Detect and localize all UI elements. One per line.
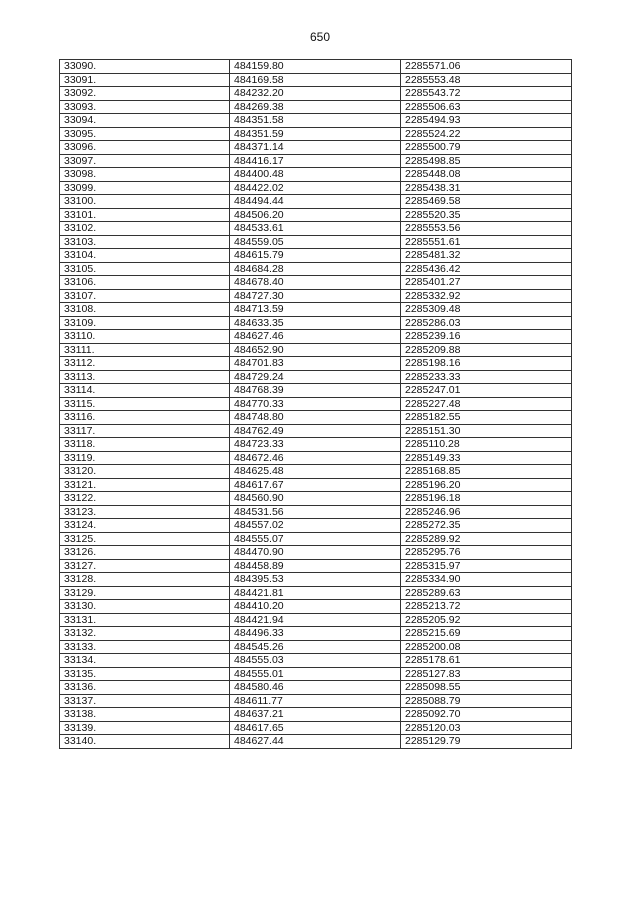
point-id-cell: 33099. <box>60 181 230 195</box>
x-coordinate-cell: 484768.39 <box>230 384 401 398</box>
table-row <box>60 519 572 533</box>
y-coordinate-cell: 2285498.85 <box>401 154 572 168</box>
point-id-cell: 33121. <box>60 478 230 492</box>
x-coordinate-cell: 484627.44 <box>230 735 401 749</box>
point-id-cell: 33098. <box>60 168 230 182</box>
y-coordinate-cell: 2285506.63 <box>401 100 572 114</box>
y-coordinate-cell: 2285571.06 <box>401 60 572 74</box>
point-id-cell: 33095. <box>60 127 230 141</box>
point-id-cell: 33132. <box>60 627 230 641</box>
x-coordinate-cell: 484555.07 <box>230 532 401 546</box>
point-id-cell: 33131. <box>60 613 230 627</box>
x-coordinate-cell: 484458.89 <box>230 559 401 573</box>
point-id-cell: 33135. <box>60 667 230 681</box>
table-row <box>60 154 572 168</box>
point-id-cell: 33136. <box>60 681 230 695</box>
y-coordinate-cell: 2285127.83 <box>401 667 572 681</box>
point-id-cell: 33103. <box>60 235 230 249</box>
y-coordinate-cell: 2285524.22 <box>401 127 572 141</box>
point-id-cell: 33127. <box>60 559 230 573</box>
y-coordinate-cell: 2285438.31 <box>401 181 572 195</box>
x-coordinate-cell: 484560.90 <box>230 492 401 506</box>
x-coordinate-cell: 484159.80 <box>230 60 401 74</box>
table-row <box>60 438 572 452</box>
point-id-cell: 33123. <box>60 505 230 519</box>
point-id-cell: 33110. <box>60 330 230 344</box>
x-coordinate-cell: 484684.28 <box>230 262 401 276</box>
table-row <box>60 721 572 735</box>
point-id-cell: 33111. <box>60 343 230 357</box>
table-row <box>60 667 572 681</box>
point-id-cell: 33125. <box>60 532 230 546</box>
y-coordinate-cell: 2285289.92 <box>401 532 572 546</box>
x-coordinate-cell: 484625.48 <box>230 465 401 479</box>
y-coordinate-cell: 2285168.85 <box>401 465 572 479</box>
table-row <box>60 654 572 668</box>
y-coordinate-cell: 2285295.76 <box>401 546 572 560</box>
point-id-cell: 33116. <box>60 411 230 425</box>
point-id-cell: 33100. <box>60 195 230 209</box>
x-coordinate-cell: 484729.24 <box>230 370 401 384</box>
y-coordinate-cell: 2285209.88 <box>401 343 572 357</box>
x-coordinate-cell: 484371.14 <box>230 141 401 155</box>
point-id-cell: 33113. <box>60 370 230 384</box>
table-row <box>60 289 572 303</box>
table-row <box>60 222 572 236</box>
x-coordinate-cell: 484421.94 <box>230 613 401 627</box>
point-id-cell: 33126. <box>60 546 230 560</box>
table-row <box>60 181 572 195</box>
table-row <box>60 100 572 114</box>
y-coordinate-cell: 2285286.03 <box>401 316 572 330</box>
y-coordinate-cell: 2285215.69 <box>401 627 572 641</box>
table-row <box>60 411 572 425</box>
y-coordinate-cell: 2285110.28 <box>401 438 572 452</box>
x-coordinate-cell: 484748.80 <box>230 411 401 425</box>
y-coordinate-cell: 2285200.08 <box>401 640 572 654</box>
y-coordinate-cell: 2285494.93 <box>401 114 572 128</box>
point-id-cell: 33094. <box>60 114 230 128</box>
table-row <box>60 505 572 519</box>
y-coordinate-cell: 2285246.96 <box>401 505 572 519</box>
x-coordinate-cell: 484470.90 <box>230 546 401 560</box>
table-row <box>60 613 572 627</box>
table-row <box>60 195 572 209</box>
point-id-cell: 33137. <box>60 694 230 708</box>
table-row <box>60 586 572 600</box>
table-row <box>60 681 572 695</box>
y-coordinate-cell: 2285098.55 <box>401 681 572 695</box>
x-coordinate-cell: 484617.65 <box>230 721 401 735</box>
table-row <box>60 627 572 641</box>
table-row <box>60 424 572 438</box>
y-coordinate-cell: 2285213.72 <box>401 600 572 614</box>
y-coordinate-cell: 2285120.03 <box>401 721 572 735</box>
y-coordinate-cell: 2285198.16 <box>401 357 572 371</box>
x-coordinate-cell: 484770.33 <box>230 397 401 411</box>
coordinates-table <box>59 59 572 749</box>
coordinates-table-body <box>60 60 572 749</box>
x-coordinate-cell: 484416.17 <box>230 154 401 168</box>
table-row <box>60 73 572 87</box>
point-id-cell: 33118. <box>60 438 230 452</box>
table-row <box>60 262 572 276</box>
y-coordinate-cell: 2285553.48 <box>401 73 572 87</box>
table-row <box>60 60 572 74</box>
y-coordinate-cell: 2285553.56 <box>401 222 572 236</box>
y-coordinate-cell: 2285239.16 <box>401 330 572 344</box>
point-id-cell: 33104. <box>60 249 230 263</box>
table-row <box>60 141 572 155</box>
table-row <box>60 573 572 587</box>
y-coordinate-cell: 2285551.61 <box>401 235 572 249</box>
table-row <box>60 600 572 614</box>
x-coordinate-cell: 484557.02 <box>230 519 401 533</box>
x-coordinate-cell: 484555.03 <box>230 654 401 668</box>
table-row <box>60 87 572 101</box>
table-row <box>60 478 572 492</box>
x-coordinate-cell: 484169.58 <box>230 73 401 87</box>
x-coordinate-cell: 484727.30 <box>230 289 401 303</box>
point-id-cell: 33117. <box>60 424 230 438</box>
x-coordinate-cell: 484672.46 <box>230 451 401 465</box>
y-coordinate-cell: 2285233.33 <box>401 370 572 384</box>
table-row <box>60 208 572 222</box>
y-coordinate-cell: 2285129.79 <box>401 735 572 749</box>
x-coordinate-cell: 484531.56 <box>230 505 401 519</box>
x-coordinate-cell: 484611.77 <box>230 694 401 708</box>
x-coordinate-cell: 484533.61 <box>230 222 401 236</box>
table-row <box>60 330 572 344</box>
point-id-cell: 33139. <box>60 721 230 735</box>
point-id-cell: 33133. <box>60 640 230 654</box>
y-coordinate-cell: 2285436.42 <box>401 262 572 276</box>
x-coordinate-cell: 484580.46 <box>230 681 401 695</box>
table-row <box>60 370 572 384</box>
y-coordinate-cell: 2285334.90 <box>401 573 572 587</box>
point-id-cell: 33134. <box>60 654 230 668</box>
y-coordinate-cell: 2285182.55 <box>401 411 572 425</box>
x-coordinate-cell: 484762.49 <box>230 424 401 438</box>
point-id-cell: 33109. <box>60 316 230 330</box>
point-id-cell: 33120. <box>60 465 230 479</box>
table-row <box>60 127 572 141</box>
x-coordinate-cell: 484701.83 <box>230 357 401 371</box>
table-row <box>60 735 572 749</box>
table-row <box>60 316 572 330</box>
x-coordinate-cell: 484545.26 <box>230 640 401 654</box>
y-coordinate-cell: 2285227.48 <box>401 397 572 411</box>
y-coordinate-cell: 2285272.35 <box>401 519 572 533</box>
y-coordinate-cell: 2285247.01 <box>401 384 572 398</box>
y-coordinate-cell: 2285469.58 <box>401 195 572 209</box>
x-coordinate-cell: 484494.44 <box>230 195 401 209</box>
y-coordinate-cell: 2285196.20 <box>401 478 572 492</box>
x-coordinate-cell: 484678.40 <box>230 276 401 290</box>
x-coordinate-cell: 484232.20 <box>230 87 401 101</box>
x-coordinate-cell: 484615.79 <box>230 249 401 263</box>
y-coordinate-cell: 2285088.79 <box>401 694 572 708</box>
table-row <box>60 708 572 722</box>
table-row <box>60 546 572 560</box>
point-id-cell: 33090. <box>60 60 230 74</box>
point-id-cell: 33101. <box>60 208 230 222</box>
y-coordinate-cell: 2285178.61 <box>401 654 572 668</box>
y-coordinate-cell: 2285196.18 <box>401 492 572 506</box>
x-coordinate-cell: 484410.20 <box>230 600 401 614</box>
point-id-cell: 33119. <box>60 451 230 465</box>
y-coordinate-cell: 2285448.08 <box>401 168 572 182</box>
x-coordinate-cell: 484351.59 <box>230 127 401 141</box>
table-row <box>60 235 572 249</box>
y-coordinate-cell: 2285149.33 <box>401 451 572 465</box>
point-id-cell: 33097. <box>60 154 230 168</box>
point-id-cell: 33092. <box>60 87 230 101</box>
y-coordinate-cell: 2285205.92 <box>401 613 572 627</box>
x-coordinate-cell: 484421.81 <box>230 586 401 600</box>
x-coordinate-cell: 484559.05 <box>230 235 401 249</box>
x-coordinate-cell: 484713.59 <box>230 303 401 317</box>
y-coordinate-cell: 2285092.70 <box>401 708 572 722</box>
x-coordinate-cell: 484637.21 <box>230 708 401 722</box>
x-coordinate-cell: 484555.01 <box>230 667 401 681</box>
point-id-cell: 33129. <box>60 586 230 600</box>
table-row <box>60 397 572 411</box>
point-id-cell: 33122. <box>60 492 230 506</box>
y-coordinate-cell: 2285543.72 <box>401 87 572 101</box>
x-coordinate-cell: 484723.33 <box>230 438 401 452</box>
x-coordinate-cell: 484506.20 <box>230 208 401 222</box>
y-coordinate-cell: 2285481.32 <box>401 249 572 263</box>
y-coordinate-cell: 2285151.30 <box>401 424 572 438</box>
point-id-cell: 33140. <box>60 735 230 749</box>
table-row <box>60 343 572 357</box>
y-coordinate-cell: 2285315.97 <box>401 559 572 573</box>
y-coordinate-cell: 2285401.27 <box>401 276 572 290</box>
y-coordinate-cell: 2285520.35 <box>401 208 572 222</box>
x-coordinate-cell: 484496.33 <box>230 627 401 641</box>
point-id-cell: 33091. <box>60 73 230 87</box>
table-row <box>60 357 572 371</box>
point-id-cell: 33138. <box>60 708 230 722</box>
x-coordinate-cell: 484627.46 <box>230 330 401 344</box>
point-id-cell: 33096. <box>60 141 230 155</box>
x-coordinate-cell: 484269.38 <box>230 100 401 114</box>
y-coordinate-cell: 2285332.92 <box>401 289 572 303</box>
y-coordinate-cell: 2285309.48 <box>401 303 572 317</box>
table-row <box>60 384 572 398</box>
table-row <box>60 276 572 290</box>
x-coordinate-cell: 484400.48 <box>230 168 401 182</box>
table-row <box>60 168 572 182</box>
table-row <box>60 249 572 263</box>
table-row <box>60 492 572 506</box>
point-id-cell: 33093. <box>60 100 230 114</box>
table-row <box>60 114 572 128</box>
point-id-cell: 33112. <box>60 357 230 371</box>
table-row <box>60 532 572 546</box>
point-id-cell: 33106. <box>60 276 230 290</box>
point-id-cell: 33107. <box>60 289 230 303</box>
table-row <box>60 640 572 654</box>
table-row <box>60 559 572 573</box>
x-coordinate-cell: 484617.67 <box>230 478 401 492</box>
table-row <box>60 451 572 465</box>
x-coordinate-cell: 484422.02 <box>230 181 401 195</box>
table-row <box>60 694 572 708</box>
point-id-cell: 33105. <box>60 262 230 276</box>
point-id-cell: 33108. <box>60 303 230 317</box>
table-row <box>60 303 572 317</box>
point-id-cell: 33114. <box>60 384 230 398</box>
y-coordinate-cell: 2285500.79 <box>401 141 572 155</box>
point-id-cell: 33128. <box>60 573 230 587</box>
point-id-cell: 33130. <box>60 600 230 614</box>
y-coordinate-cell: 2285289.63 <box>401 586 572 600</box>
x-coordinate-cell: 484351.58 <box>230 114 401 128</box>
page-number: 650 <box>309 30 331 44</box>
x-coordinate-cell: 484395.53 <box>230 573 401 587</box>
table-row <box>60 465 572 479</box>
x-coordinate-cell: 484633.35 <box>230 316 401 330</box>
point-id-cell: 33124. <box>60 519 230 533</box>
x-coordinate-cell: 484652.90 <box>230 343 401 357</box>
point-id-cell: 33115. <box>60 397 230 411</box>
point-id-cell: 33102. <box>60 222 230 236</box>
